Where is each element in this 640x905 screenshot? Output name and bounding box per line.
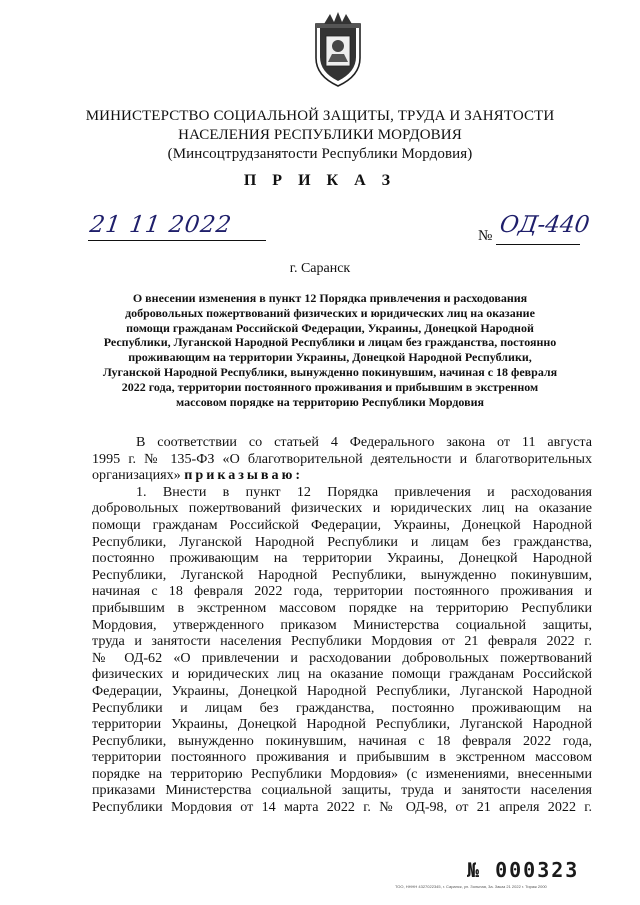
document-type-title: П Р И К А З [243,172,397,189]
city: г. Саранск [289,261,351,276]
body-line: территории постоянного проживания и прибывшим в экстренном массовом [92,749,592,766]
handwritten-date: 21 11 2022 [88,212,234,238]
number-label: № [478,228,493,244]
body-line: приказами Министерства социальной защиты, труда и занятости населения [92,782,592,799]
body-line: Республики, вынужденно покинувшим, начиная с 18 февраля 2022 года, [92,732,592,749]
body-line: Республики и лицам без гражданства, постоянно проживающим на [92,699,592,716]
body-line: труда и занятости населения Республики Мордовия от 21 февраля 2022 г. [92,633,592,650]
number-underline [496,244,580,245]
form-serial-number: № 000323 [467,858,580,882]
handwritten-number: ОД-440 [498,212,592,238]
coat-of-arms-emblem [310,10,366,90]
body-line: 1. Внести в пункт 12 Порядка привлечения и расходования [136,483,592,500]
body-line: Республики, Луганской Народной Республики и лицам без гражданства, [92,533,592,550]
body-line: Республики, Луганской Народной Республики, вынужденно покинувшим, [92,566,592,583]
subject-line: добровольных пожертвований физических и юридических лиц на оказание [125,305,535,320]
body-line: прибывшим в экстренном массовом порядке на территорию Республики [92,599,592,616]
date-underline [88,240,266,241]
body-line: Мордовия, утвержденного приказом Министерства социальной защиты, [92,616,592,633]
order-body [92,434,592,816]
subject-line: массовом порядке на территорию Республики Мордовия [175,394,484,409]
ministry-header [60,107,580,164]
body-line: территории Украины, Донецкой Народной Республики, Луганской Народной [92,716,592,733]
subject-line: Республики, Луганской Народной Республики и лицам без гражданства, постоянно [103,335,557,350]
ministry-name-line1: МИНИСТЕРСТВО СОЦИАЛЬНОЙ ЗАЩИТЫ, ТРУДА И ЗАНЯТОСТИ [85,108,555,124]
body-line [92,467,592,484]
body-line: начиная с 18 февраля 2022 года, территории постоянного проживания и [92,583,592,600]
body-line: В соответствии со статьей 4 Федерального закона от 11 августа [136,434,592,450]
body-line: № ОД-62 «О привлечении и расходовании добровольных пожертвований [92,649,592,666]
subject-line: проживающим на территории Украины, Донецкой Народной Республики, [128,350,532,365]
body-line: физических и юридических лиц на оказание помощи гражданам Российской [92,666,592,683]
subject-line: О внесении изменения в пункт 12 Порядка привлечения и расходования [132,291,528,305]
body-line: порядке на территорию Республики Мордовия» (с изменениями, внесенными [92,765,592,782]
order-subject [95,291,565,409]
subject-line: Луганской Народной Республики, вынужденно покинувшим, начиная с 18 февраля [102,364,558,379]
body-line: добровольных пожертвований физических и юридических лиц на оказание [92,500,592,517]
ministry-name-line2: НАСЕЛЕНИЯ РЕСПУБЛИКИ МОРДОВИЯ [178,127,462,143]
order-verb: приказываю: [184,467,304,484]
body-line: постоянно проживающим на территории Украины, Донецкой Народной [92,550,592,567]
form-print-footnote: ТОО, НННН 4327022345, г. Саранск, ул. Зольная, 3а. Заказ 21 2022 г. Тираж 2000 [395,884,547,889]
subject-line: 2022 года, территории постоянного проживания и прибывшим в экстренном [121,379,539,394]
body-line-start: организациях» [92,467,181,484]
body-line: Федерации, Украины, Донецкой Народной Республики, Луганской Народной [92,682,592,699]
body-line: 1995 г. № 135-ФЗ «О благотворительной деятельности и благотворительных [92,450,592,467]
body-line: помощи гражданам Российской Федерации, Украины, Донецкой Народной [92,516,592,533]
body-line: Республики Мордовия от 14 марта 2022 г. № ОД-98, от 21 апреля 2022 г. [92,799,592,816]
ministry-short-name: (Минсоцтрудзанятости Республики Мордовия) [167,146,473,162]
subject-line: помощи гражданам Российской Федерации, Украины, Донецкой Народной [126,320,534,335]
